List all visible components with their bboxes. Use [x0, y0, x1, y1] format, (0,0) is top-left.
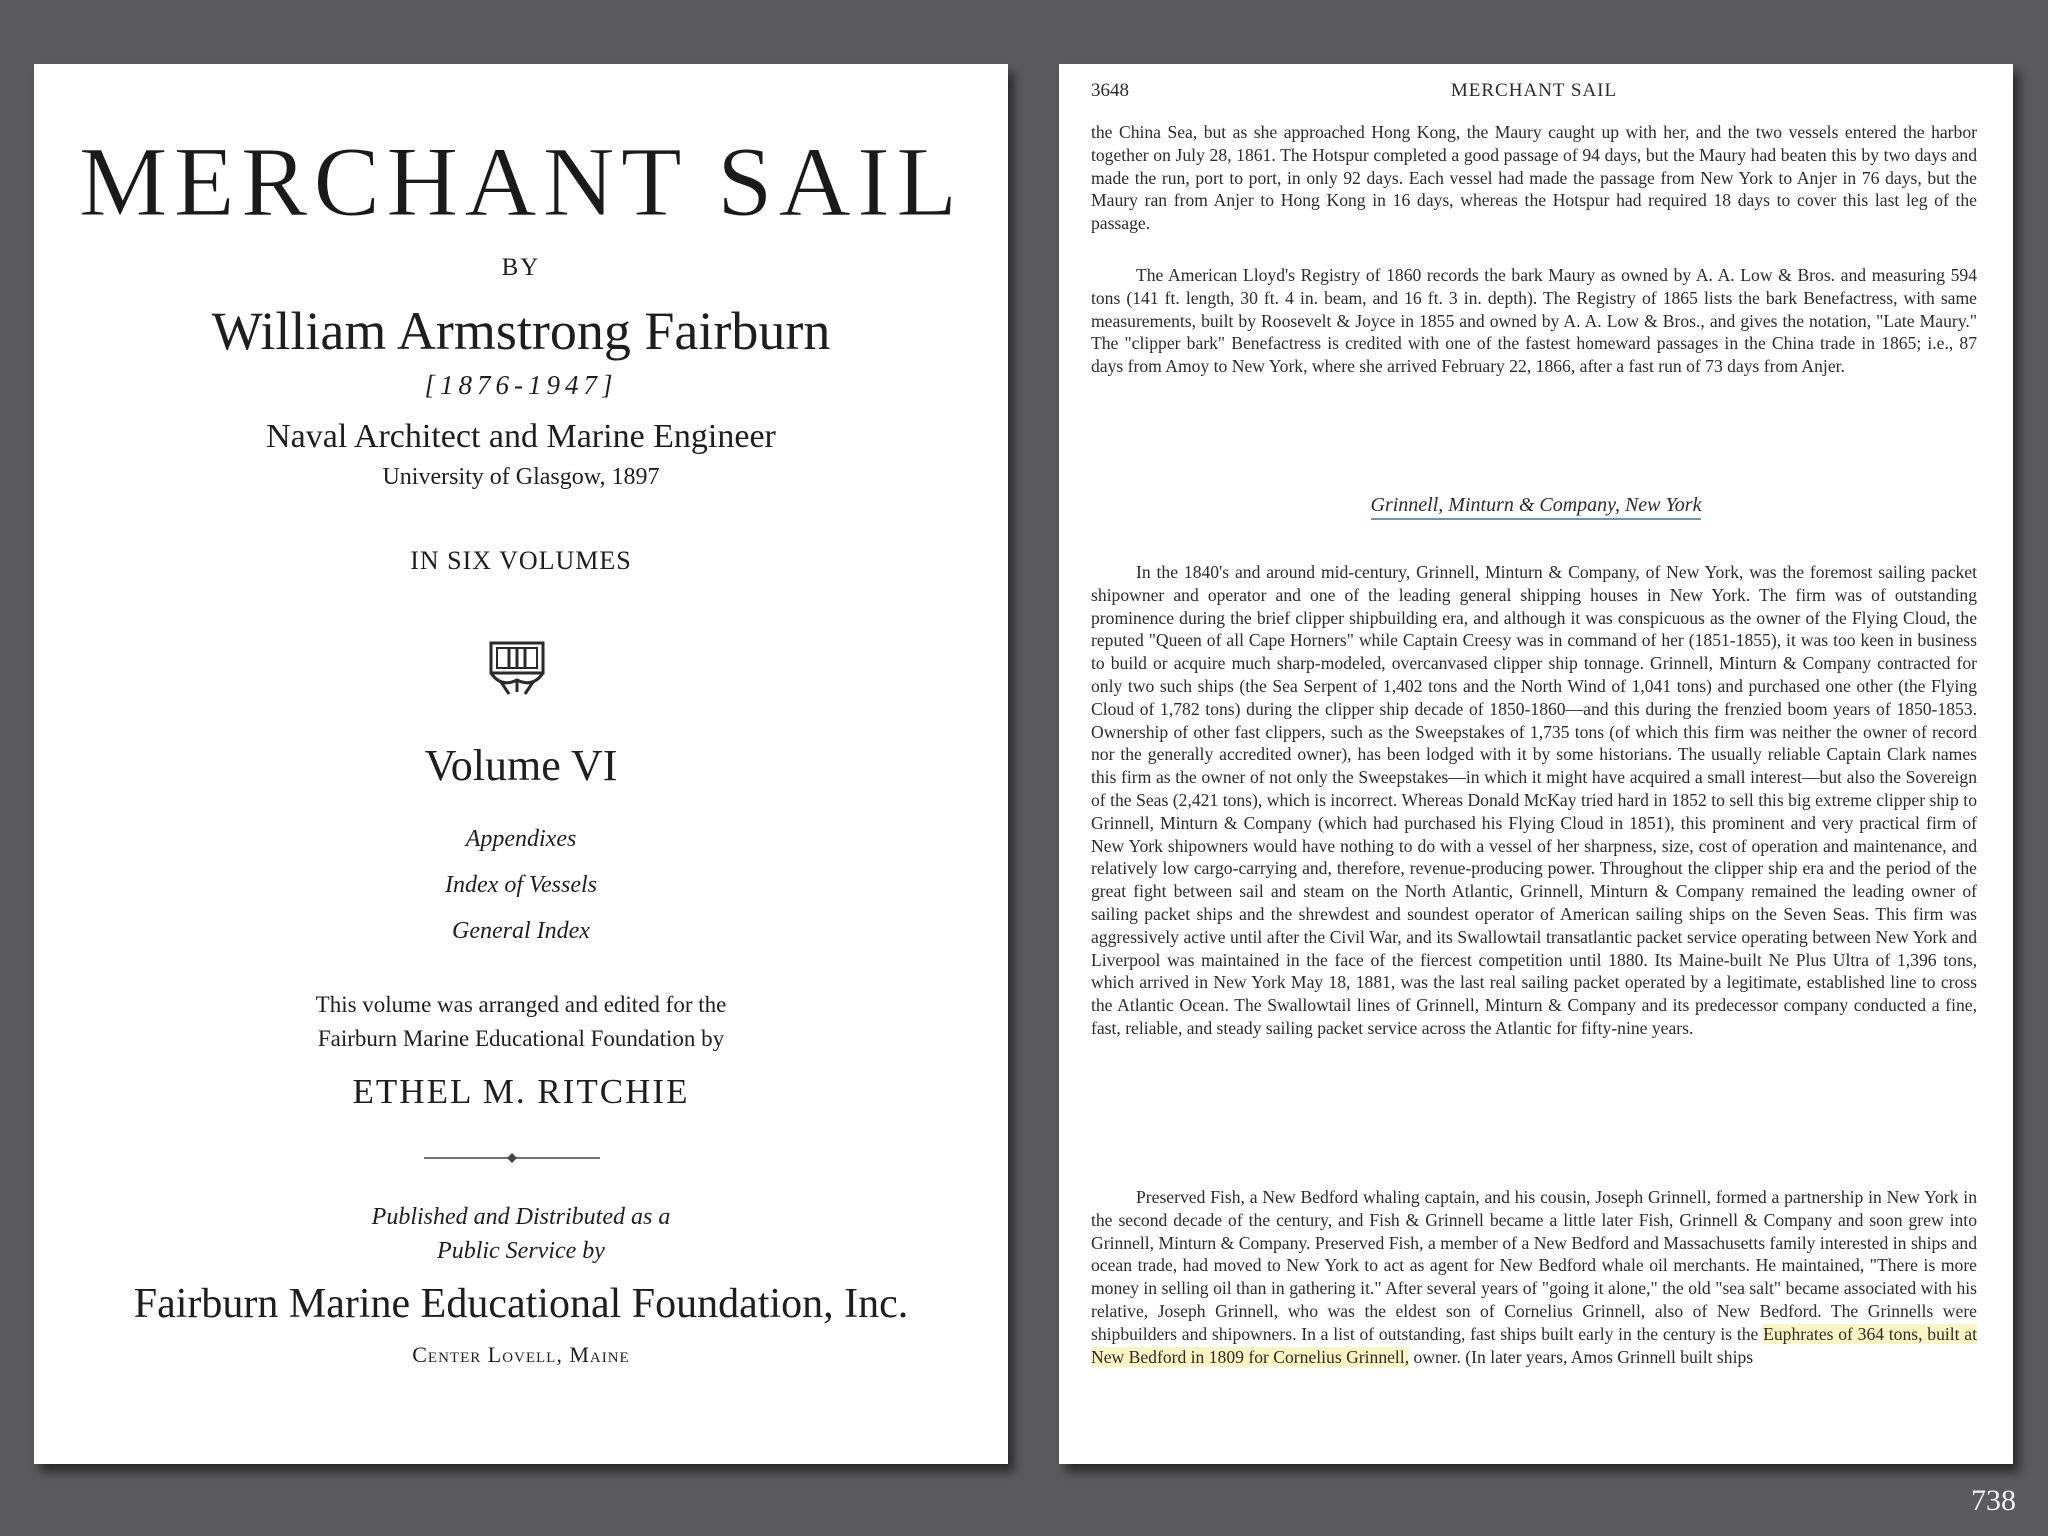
published-note-line: Public Service by [437, 1238, 605, 1264]
volume-title: Volume VI [424, 741, 618, 790]
paragraph: In the 1840's and around mid-century, Grinnell, Minturn & Company, of New York, was the foremost sailing packet shipowner and operator and one of the leading general shipping houses in New York. The firm was of outstanding prominence during the brief clipper shipbuilding era, and although it was conspicuous as the owner of the Flying Cloud, the reputed "Queen of all Cape Horners" while Captain Creesy was in command of her (1851-1855), it was too keen in business to build or acquire much sharp-modeled, overcanvased clipper ship tonnage. Grinnell, Minturn & Company contracted for only two such ships (the Sea Serpent of 1,402 tons and the North Wind of 1,041 tons) and purchased one other (the Flying Cloud of 1,782 tons) during the clipper ship decade of 1850-1860—and this during the frenzied boom years of 1850-1853. Ownership of other fast clippers, such as the Sweepstakes of 1,735 tons (of which this firm was neither the owner of record nor the generally accredited owner), has been lodged with it by some historians. The usually reliable Captain Clark names this firm as the owner of not only the Sweepstakes—in which it might have acquired a small interest—but also the Sovereign of the Seas (2,421 tons), which is incorrect. Whereas Donald McKay tried hard in 1852 to sell this big extreme clipper ship to Grinnell, Minturn & Company (which had purchased his Flying Cloud in 1851), this prominent and very practical firm of New York shipowners would have nothing to do with a vessel of her sharpness, size, cost of operation and maintenance, and relatively low cargo-carrying and, therefore, revenue-producing power. Throughout the clipper ship era and the period of the great fight between sail and steam on the North Atlantic, Grinnell, Minturn & Company remained the leading owner of sailing packet ships and the shrewdest and soundest operator of American sailing ships on the Seven Seas. This firm was aggressively active until after the Civil War, and its Swallowtail transatlantic packet service operating between New York and Liverpool was maintained in the face of the fiercest competition until 1880. Its Maine-built Ne Plus Ultra of 1,396 tons, which arrived in New York May 18, 1881, was the last real sailing packet operated by a legitimate, established line to cross the Atlantic Ocean. The Swallowtail lines of Grinnell, Minturn & Company and its predecessor company conducted a fine, fast, reliable, and steady sailing packet service across the Atlantic for fifty-nine years. [1091, 562, 1977, 1038]
editor-note-line: This volume was arranged and edited for the [315, 992, 727, 1017]
author-dates: [1876-1947] [424, 370, 618, 400]
page-number: 3648 [1091, 80, 1129, 101]
volumes-note: IN SIX VOLUMES [410, 546, 632, 575]
paragraph: The American Lloyd's Registry of 1860 records the bark Maury as owned by A. A. Low & Bros. and measuring 594 tons (141 ft. length, 30 ft. 4 in. beam, and 16 ft. 3 in. depth). The Registry of 1865 lists the bark Benefactress, with same measurements, built by Roosevelt & Joyce in 1855 and owned by A. A. Low & Bros., and gives the notation, "Late Maury." The "clipper bark" Benefactress is credited with one of the fastest homeward passages in the China trade in 1865; i.e., 87 days from Amoy to New York, where she arrived February 22, 1866, after a fast run of 73 days from Anjer. [1091, 265, 1977, 377]
author-university: University of Glasgow, 1897 [382, 464, 660, 490]
ornamental-divider [424, 1152, 600, 1164]
paragraph: the China Sea, but as she approached Hong Kong, the Maury caught up with her, and the two vessels entered the harbor together on July 28, 1861. The Hotspur completed a good passage of 94 days, but the Maury had beaten this by two days and made the run, port to port, in only 92 days. Each vessel had made the passage from New York to Anjer in 76 days, but the Maury ran from Anjer to Hong Kong in 16 days, whereas the Hotspur had required 18 days to cover this last leg of the passage. [1091, 122, 1977, 234]
ship-emblem-icon [487, 640, 547, 696]
editor-note-line: Fairburn Marine Educational Foundation by [317, 1026, 725, 1051]
text-page [1059, 64, 2013, 1464]
publisher-location: Center Lovell, Maine [412, 1342, 630, 1367]
paragraph [1091, 1186, 1977, 1368]
publisher-name: Fairburn Marine Educational Foundation, Inc. [133, 1281, 909, 1327]
paragraph-text: owner. (In later years, Amos Grinnell built ships [1409, 1346, 1754, 1367]
paragraph-text: Preserved Fish, a New Bedford whaling captain, and his cousin, Joseph Grinnell, formed a partnership in New York in the second decade of the century, and Fish & Grinnell became a little later Fish, Grinnell & Company and soon grew into Grinnell, Minturn & Company. Preserved Fish, a member of a New Bedford and Massachusetts family interested in ships and ocean trade, had moved to New York to act as agent for New Bedford whale oil merchants. He maintained, "There is more money in selling oil than in gathering it." After several years of "going it alone," the old "sea salt" became associated with his relative, Joseph Grinnell, who was the eldest son of Cornelius Grinnell, also of New Bedford. The Grinnells were shipbuilders and shipowners. In a list of outstanding, fast ships built early in the century is the [1091, 1187, 1977, 1344]
published-note-line: Published and Distributed as a [371, 1204, 671, 1230]
author-name: William Armstrong Fairburn [211, 301, 831, 361]
running-head [1091, 80, 1977, 104]
title-page [34, 64, 1008, 1464]
contents-item: Appendixes [465, 826, 577, 852]
contents-item: Index of Vessels [445, 872, 597, 898]
by-label: BY [501, 254, 541, 281]
slide-number: 738 [1971, 1484, 2016, 1517]
section-heading [1059, 494, 2013, 517]
book-title: MERCHANT SAIL [78, 126, 964, 237]
editor-name: ETHEL M. RITCHIE [352, 1072, 690, 1111]
running-title: MERCHANT SAIL [1450, 80, 1618, 101]
author-profession: Naval Architect and Marine Engineer [266, 418, 776, 455]
highlighted-text: Euphrates of 364 tons, built at New Bedford in 1809 for Cornelius Grinnell, [1091, 1323, 1977, 1367]
contents-item: General Index [452, 918, 590, 944]
section-heading-text: Grinnell, Minturn & Company, New York [1371, 494, 1702, 520]
